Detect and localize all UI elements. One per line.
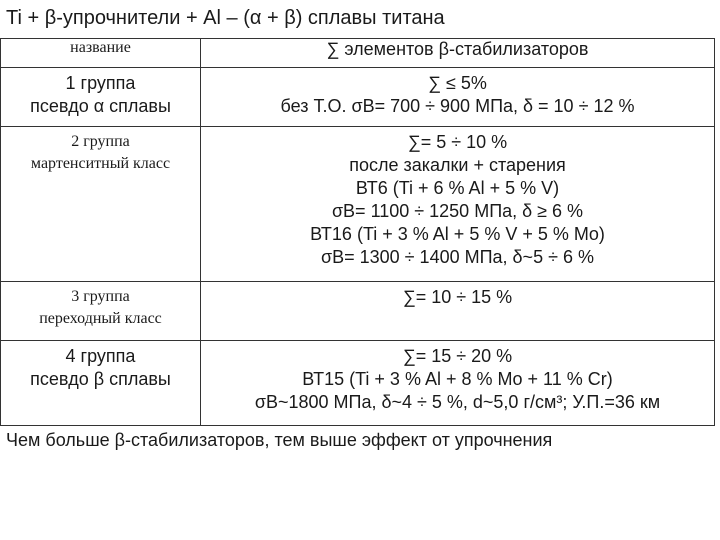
header-name: название — [1, 39, 201, 68]
group-4-content — [201, 341, 715, 426]
header-beta-sum: ∑ элементов β-стабилизаторов — [201, 39, 715, 68]
group-4-line-2: ВТ15 (Ti + 3 % Al + 8 % Mo + 11 % Cr) — [302, 369, 613, 389]
group-4-name — [1, 341, 201, 426]
group-4-line-1: ∑= 15 ÷ 20 % — [402, 346, 513, 366]
group-2-label: 2 группа — [71, 133, 130, 150]
group-2-line-6: σB= 1300 ÷ 1400 МПа, δ~5 ÷ 6 % — [321, 247, 594, 267]
group-1-label: 1 группа — [65, 73, 136, 93]
group-2-line-3: ВТ6 (Ti + 6 % Al + 5 % V) — [355, 178, 560, 198]
page-title: Ti + β-упрочнители + Al – (α + β) сплавы титана — [6, 7, 445, 29]
table-row — [1, 68, 715, 127]
group-4-label: 4 группа — [65, 346, 136, 366]
table-header-row — [1, 39, 715, 68]
group-2-line-1: ∑= 5 ÷ 10 % — [407, 132, 508, 152]
group-3-class: переходный класс — [39, 310, 162, 327]
alloy-groups-table — [0, 38, 715, 426]
table-row — [1, 282, 715, 341]
group-3-label: 3 группа — [71, 288, 130, 305]
group-3-name — [1, 282, 201, 341]
group-3-content — [201, 282, 715, 341]
group-2-line-2: после закалки + старения — [349, 155, 566, 175]
group-1-line-2: без Т.О. σB= 700 ÷ 900 МПа, δ = 10 ÷ 12 % — [280, 96, 635, 116]
group-4-line-3: σB~1800 МПа, δ~4 ÷ 5 %, d~5,0 г/см³; У.П.=36 км — [254, 392, 661, 412]
group-1-class: псевдо α сплавы — [30, 96, 171, 116]
group-4-class: псевдо β сплавы — [30, 369, 171, 389]
table-row — [1, 341, 715, 426]
table-row — [1, 127, 715, 282]
group-1-content — [201, 68, 715, 127]
group-2-class: мартенситный класс — [30, 155, 171, 172]
footer-note: Чем больше β-стабилизаторов, тем выше эффект от упрочнения — [6, 430, 553, 450]
group-2-name — [1, 127, 201, 282]
group-2-line-5: ВТ16 (Ti + 3 % Al + 5 % V + 5 % Mo) — [310, 224, 605, 244]
group-1-name — [1, 68, 201, 127]
group-2-content — [201, 127, 715, 282]
group-2-line-4: σB= 1100 ÷ 1250 МПа, δ ≥ 6 % — [331, 201, 584, 221]
group-1-line-1: ∑ ≤ 5% — [428, 73, 487, 93]
group-3-line-1: ∑= 10 ÷ 15 % — [402, 287, 513, 307]
